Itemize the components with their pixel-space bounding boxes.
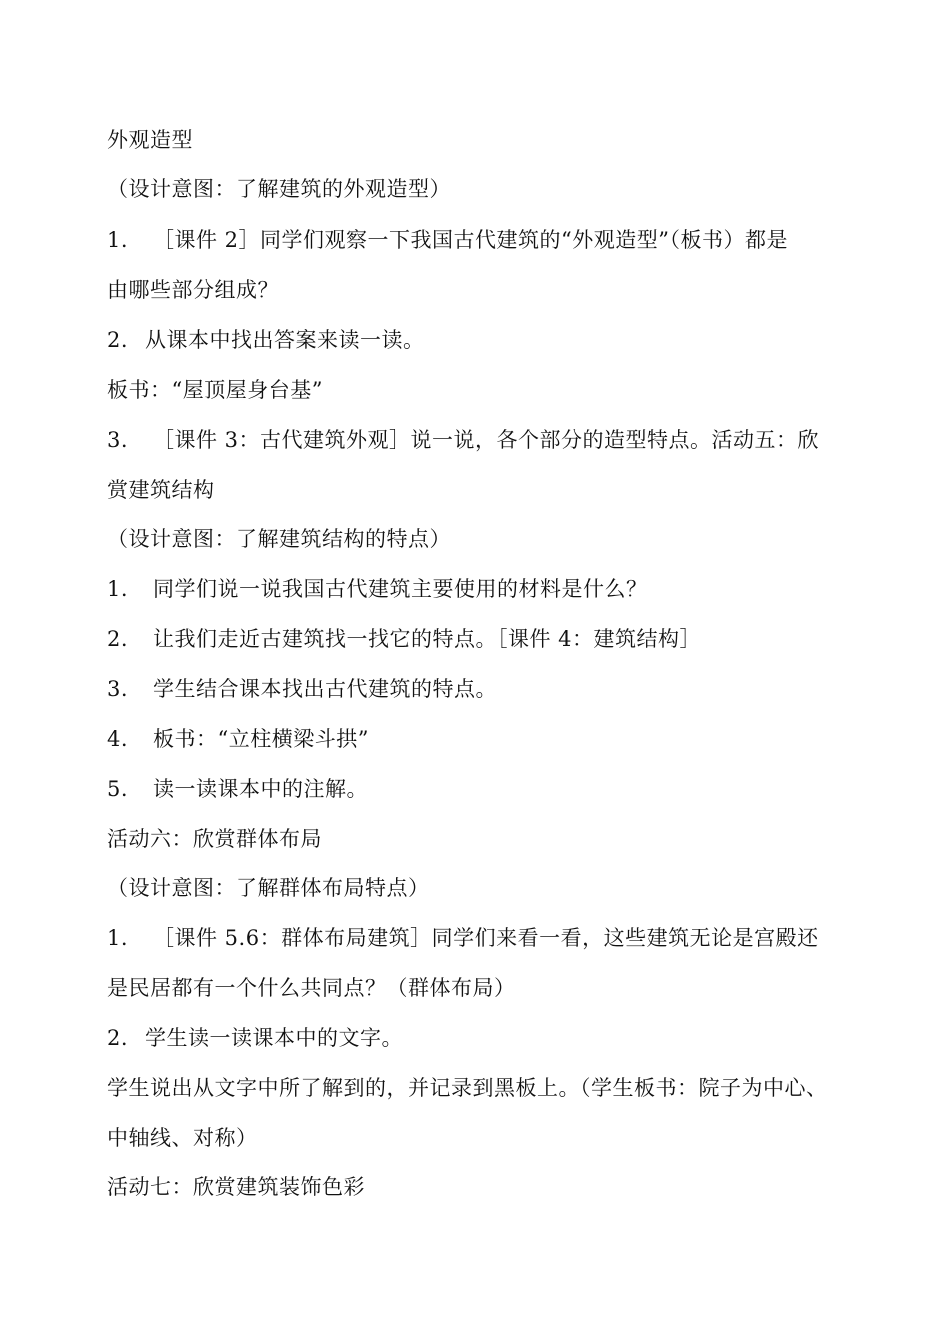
heading-structure: 赏建筑结构	[107, 478, 215, 502]
list-item-1a: 1. ［课件 2］同学们观察一下我国古代建筑的“外观造型”（板书）都是	[107, 228, 789, 252]
list-number: 4.	[107, 727, 129, 751]
list-item-1c-continued: 是民居都有一个什么共同点？（群体布局）	[107, 976, 516, 1000]
list-number: 1.	[107, 926, 129, 950]
list-number: 2.	[107, 1026, 129, 1050]
list-item-1b: 1. 同学们说一说我国古代建筑主要使用的材料是什么？	[107, 577, 648, 601]
list-number: 1.	[107, 228, 129, 252]
list-number: 3.	[107, 428, 129, 452]
design-intent-exterior: （设计意图：了解建筑的外观造型）	[107, 177, 451, 201]
design-intent-structure: （设计意图：了解建筑结构的特点）	[107, 527, 451, 551]
list-item-2c: 2. 学生读一读课本中的文字。	[107, 1026, 403, 1050]
list-number: 2.	[107, 328, 129, 352]
list-number: 5.	[107, 777, 129, 801]
list-item-3a: 3. ［课件 3：古代建筑外观］说一说，各个部分的造型特点。活动五：欣	[107, 428, 820, 452]
heading-activity-seven: 活动七：欣赏建筑装饰色彩	[107, 1175, 365, 1199]
board-note-roof: 板书：“屋顶屋身台基”	[107, 378, 323, 402]
list-number: 2.	[107, 627, 129, 651]
paragraph-student-notes: 学生说出从文字中所了解到的，并记录到黑板上。（学生板书：院子为中心、	[107, 1076, 828, 1100]
list-item-1c: 1. ［课件 5.6：群体布局建筑］同学们来看一看，这些建筑无论是宫殿还	[107, 926, 819, 950]
heading-exterior-shape: 外观造型	[107, 128, 193, 152]
list-item-1a-continued: 由哪些部分组成？	[107, 278, 279, 302]
list-item-2a: 2. 从课本中找出答案来读一读。	[107, 328, 425, 352]
list-item-4b: 4. 板书：“立柱横梁斗拱”	[107, 727, 369, 751]
list-number: 3.	[107, 677, 129, 701]
list-item-3b: 3. 学生结合课本找出古代建筑的特点。	[107, 677, 497, 701]
list-item-5b: 5. 读一读课本中的注解。	[107, 777, 368, 801]
paragraph-student-notes-continued: 中轴线、对称）	[107, 1126, 258, 1150]
list-item-2b: 2. 让我们走近古建筑找一找它的特点。［课件 4：建筑结构］	[107, 627, 702, 651]
design-intent-layout: （设计意图：了解群体布局特点）	[107, 876, 430, 900]
list-number: 1.	[107, 577, 129, 601]
heading-activity-six: 活动六：欣赏群体布局	[107, 827, 322, 851]
